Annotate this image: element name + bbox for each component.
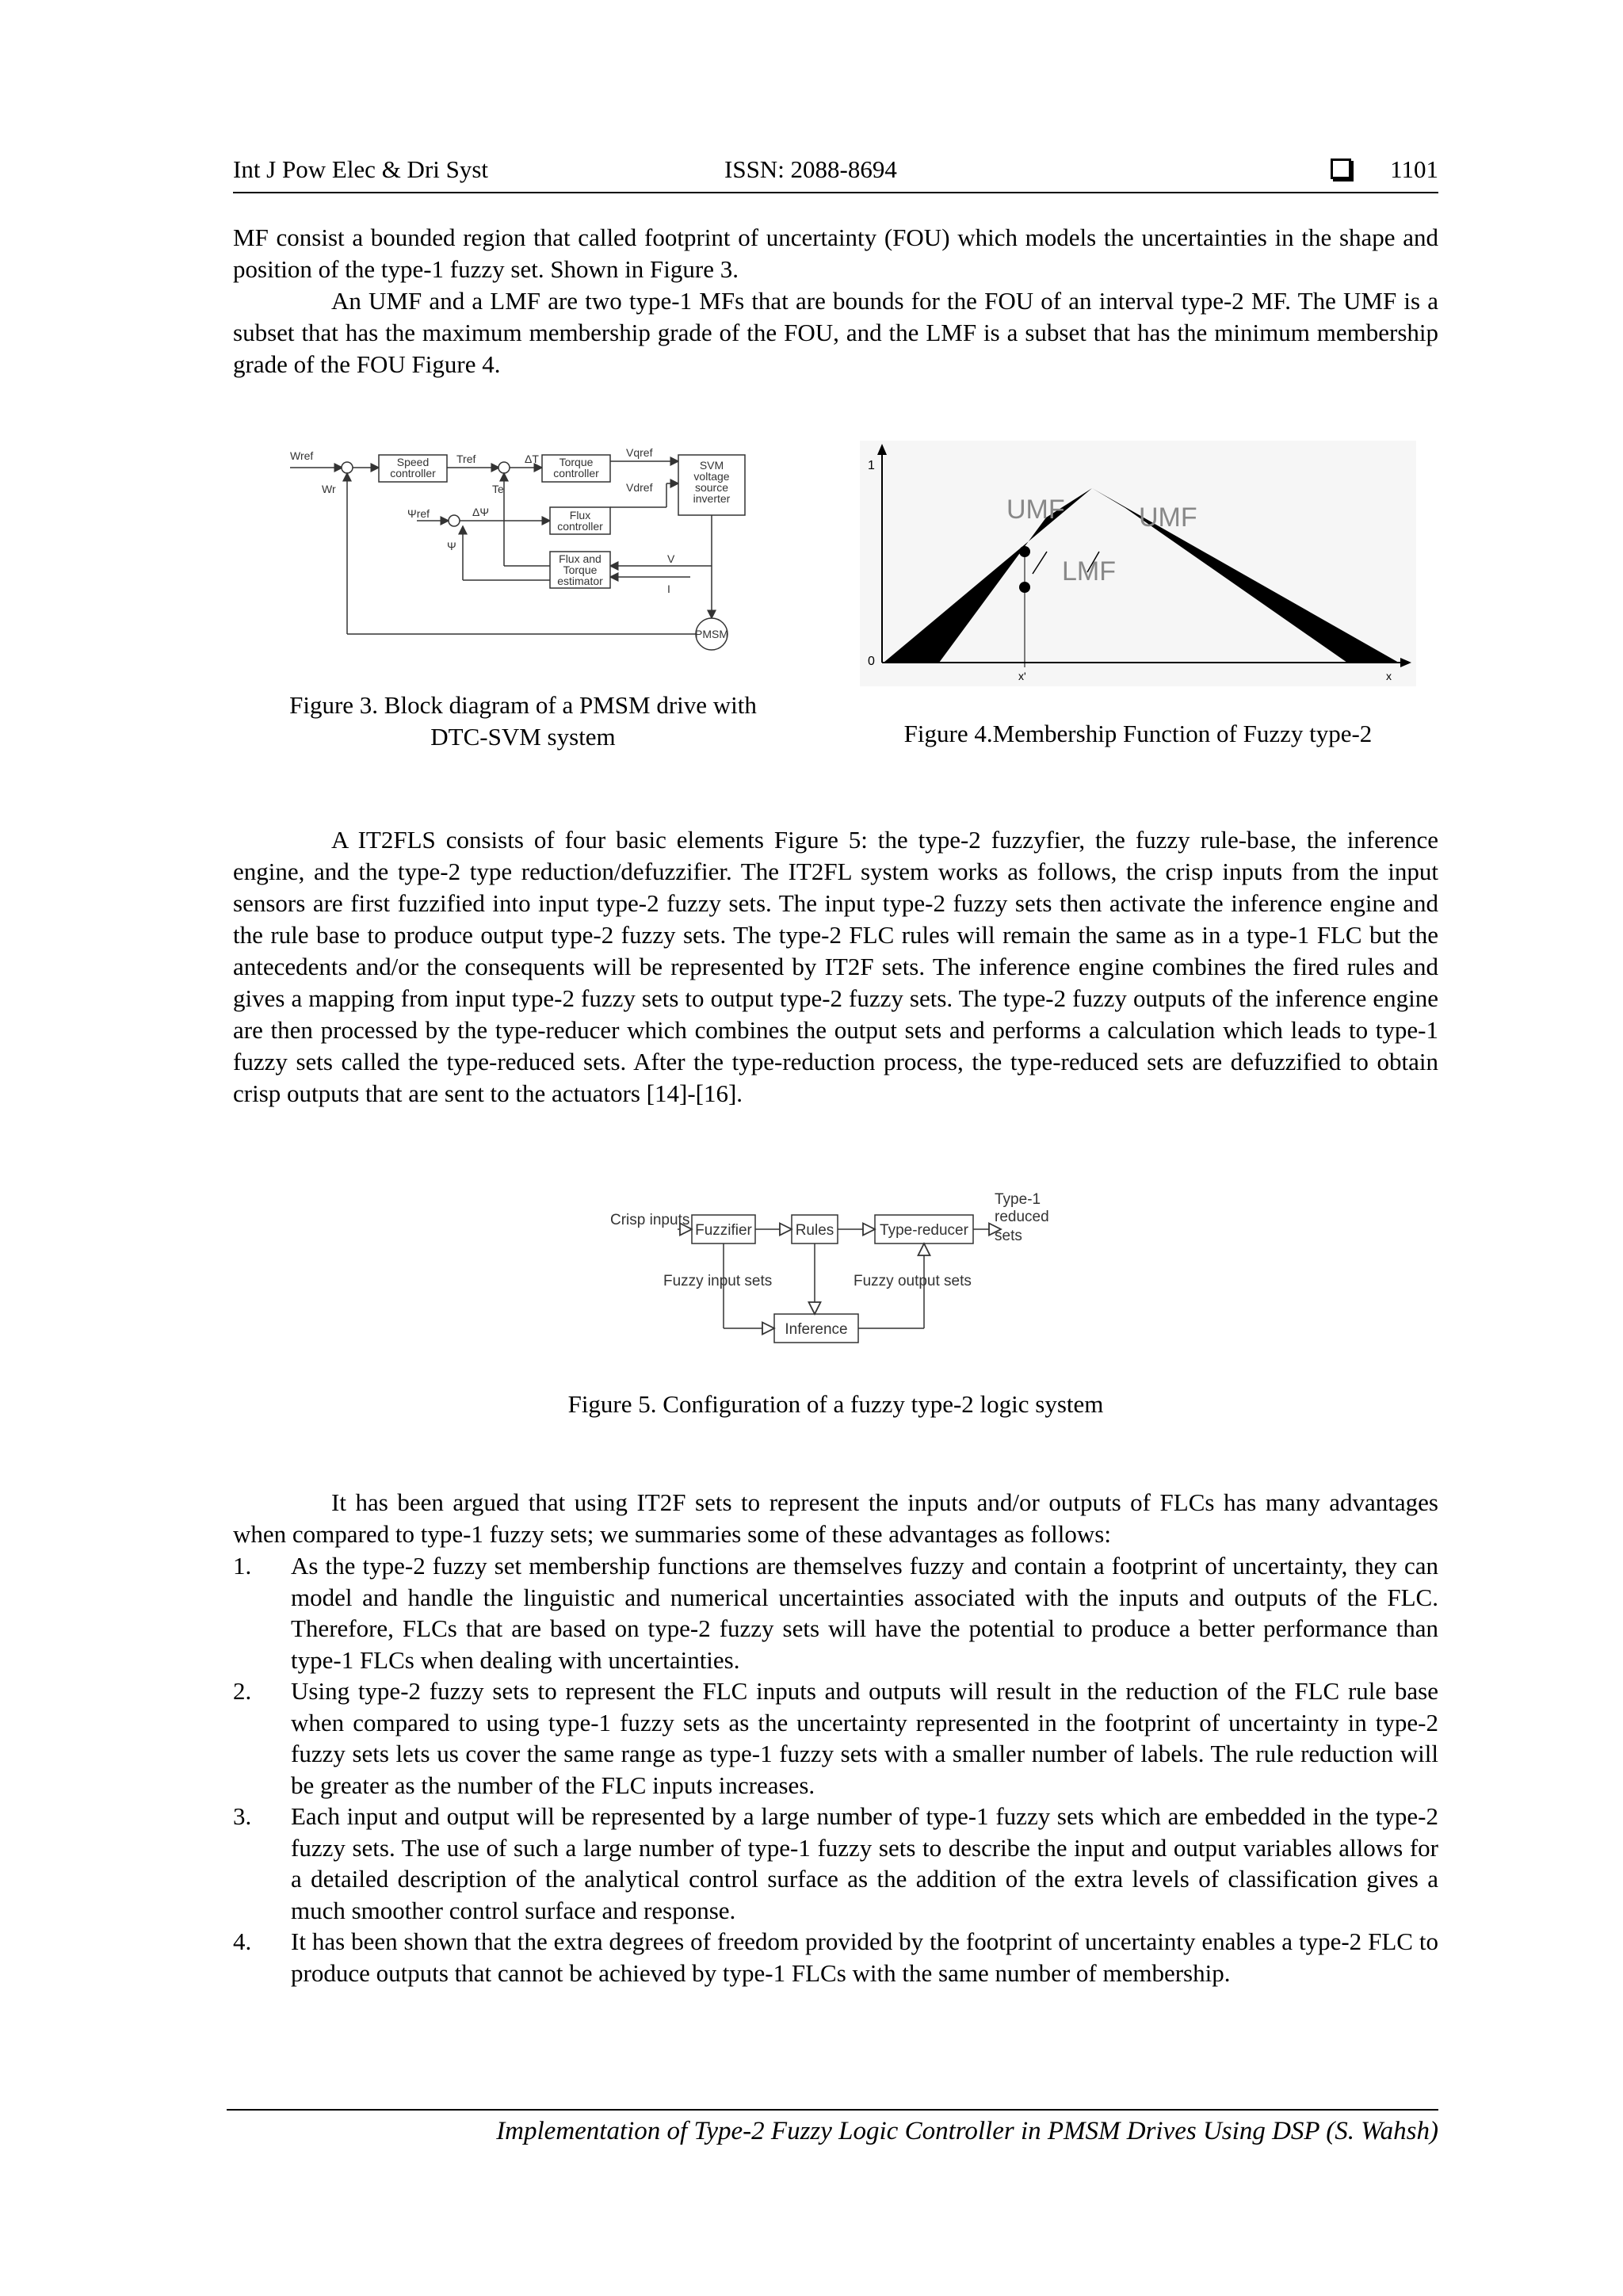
fig3-svm-line4: inverter xyxy=(693,492,731,505)
list-item: 2. Using type-2 fuzzy sets to represent the FLC inputs and outputs will result in the reduction of the FLC rule base when compared to using type-1 fuzzy sets as the uncertainty represented in the footprint of uncertainty in type-2 fuzzy sets lets us cover the same range as type-1 fuzzy sets with a smaller number of labels. The rule reduction will be greater as the number of the FLC inputs increases. xyxy=(233,1677,1438,1799)
fig3-torque-line1: Torque xyxy=(559,456,594,468)
fig3-label-vdref: Vdref xyxy=(626,481,653,494)
figure-5-caption: Figure 5. Configuration of a fuzzy type-2 logic system xyxy=(567,1390,1104,1418)
fig3-svm-line2: voltage xyxy=(693,470,730,483)
fig3-flux-line1: Flux xyxy=(569,509,591,521)
fig3-label-psi: Ψ xyxy=(447,540,456,552)
fig5-fuzzifier: Fuzzifier xyxy=(695,1222,752,1239)
fig4-y-tick-0: 0 xyxy=(868,655,875,668)
fig3-label-wr: Wr xyxy=(322,483,336,495)
figure-4-membership-function xyxy=(860,441,1416,686)
fig3-estimator-line2: Torque xyxy=(563,563,598,576)
fig3-pmsm-label: PMSM xyxy=(695,628,728,640)
fig3-label-tref: Tref xyxy=(456,453,476,465)
paragraph-fou: MF consist a bounded region that called footprint of uncertainty (FOU) which models the uncertainties in the shape and position of the type-1 fuzzy set. Shown in Figure 3. xyxy=(233,223,1438,283)
fig3-flux-line2: controller xyxy=(557,520,603,533)
footer-text: Implementation of Type-2 Fuzzy Logic Controller in PMSM Drives Using DSP (S. Wahsh) xyxy=(496,2117,1438,2145)
fig3-label-i: I xyxy=(667,583,670,595)
fig4-x-axis-label: x xyxy=(1386,670,1392,682)
fig5-inference: Inference xyxy=(785,1321,848,1338)
fig4-label-umf-left: UMF xyxy=(1006,495,1065,525)
fig3-label-delta-psi: ΔΨ xyxy=(472,506,490,518)
running-header xyxy=(233,152,1438,193)
fig3-label-te: Te xyxy=(492,483,504,495)
fig4-label-umf-right: UMF xyxy=(1139,502,1197,533)
fig4-label-lmf: LMF xyxy=(1062,556,1116,586)
fig5-fuzzy-input-sets: Fuzzy input sets xyxy=(663,1273,773,1289)
fig5-type-reducer: Type-reducer xyxy=(880,1222,968,1239)
fig3-svm-line3: source xyxy=(694,481,729,494)
fig5-output-line3: sets xyxy=(995,1228,1022,1244)
fig5-output-line2: reduced xyxy=(995,1209,1049,1225)
paragraph-advantages-intro: It has been argued that using IT2F sets to represent the inputs and/or outputs of FLCs has many advantages when compared to type-1 fuzzy sets; we summaries some of these advantages as follows: xyxy=(233,1488,1438,1548)
fig3-label-wref: Wref xyxy=(290,449,314,462)
square-bullet-icon xyxy=(1331,159,1351,179)
figure-3-caption: Figure 3. Block diagram of a PMSM drive with DTC-SVM system xyxy=(289,691,757,751)
figure-4-caption: Figure 4.Membership Function of Fuzzy type-2 xyxy=(903,720,1373,747)
paragraph-umf-lmf: An UMF and a LMF are two type-1 MFs that are bounds for the FOU of an interval type-2 MF. The UMF is a subset that has the maximum membership grade of the FOU, and the LMF is a subset that has the minimum membership grade of the FOU Figure 4. xyxy=(233,287,1438,378)
fig3-estimator-line3: estimator xyxy=(557,575,603,587)
journal-name: Int J Pow Elec & Dri Syst xyxy=(233,155,489,183)
fig3-torque-line2: controller xyxy=(553,467,599,479)
list-item: 1. As the type-2 fuzzy set membership functions are themselves fuzzy and contain a footprint of uncertainty, they can model and handle the linguistic and numerical uncertainties associated with the inputs and outputs of the FLC. Therefore, FLCs that are based on type-2 fuzzy sets will have the potential to produce a better performance than type-1 FLCs when dealing with uncertainties. xyxy=(233,1552,1438,1674)
figure-5-fuzzy-system-diagram xyxy=(598,1185,1058,1355)
fig3-speed-line2: controller xyxy=(390,467,436,479)
fig3-label-psi-ref: Ψref xyxy=(407,507,430,520)
page-number: 1101 xyxy=(1390,155,1438,183)
advantages-list xyxy=(233,1550,1438,1988)
fig4-x-prime: x' xyxy=(1018,670,1026,682)
list-item: 3. Each input and output will be represented by a large number of type-1 fuzzy sets which are embedded in the type-2 fuzzy sets. The use of such a large number of type-1 fuzzy sets to describe the input and output variables allows for a detailed description of the analytical control surface as the addition of the extra levels of classification gives a much smoother control surface and response. xyxy=(233,1802,1438,1924)
figure-3-block-diagram xyxy=(290,444,758,666)
fig5-crisp-inputs: Crisp inputs xyxy=(610,1212,690,1228)
fig3-label-v: V xyxy=(667,552,675,565)
fig3-label-vqref: Vqref xyxy=(626,446,653,459)
fig3-svm-line1: SVM xyxy=(699,459,724,472)
fig3-estimator-line1: Flux and xyxy=(559,552,601,565)
fig4-y-tick-1: 1 xyxy=(868,459,875,472)
fig5-output-line1: Type-1 xyxy=(995,1191,1041,1208)
fig3-label-delta-t: ΔT xyxy=(525,453,539,465)
fig3-speed-line1: Speed xyxy=(396,456,430,468)
fig5-rules: Rules xyxy=(795,1222,834,1239)
running-footer xyxy=(227,2109,1438,2146)
paragraph-it2fls: A IT2FLS consists of four basic elements Figure 5: the type-2 fuzzyfier, the fuzzy rule-base, the inference engine, and the type-2 type reduction/defuzzifier. The IT2FL system works as follows, the crisp inputs from the input sensors are first fuzzified into input type-2 fuzzy sets. The input type-2 fuzzy sets then activate the inference engine and the rule base to produce output type-2 fuzzy sets. The type-2 FLC rules will remain the same as in a type-1 FLC but the antecedents and/or the consequents will be represented by IT2F sets. The inference engine combines the fired rules and gives a mapping from input type-2 fuzzy sets to output type-2 fuzzy sets. The type-2 fuzzy outputs of the inference engine are then processed by the type-reducer which combines the output sets and performs a calculation which leads to type-1 fuzzy sets called the type-reduced sets. After the type-reduction process, the type-reduced sets are defuzzified to obtain crisp outputs that are sent to the actuators [14]-[16]. xyxy=(233,826,1438,1107)
list-item: 4. It has been shown that the extra degrees of freedom provided by the footprint of uncertainty enables a type-2 FLC to produce outputs that cannot be achieved by type-1 FLCs with the same number of membership. xyxy=(233,1927,1438,1987)
issn: ISSN: 2088-8694 xyxy=(724,155,897,183)
fig5-fuzzy-output-sets: Fuzzy output sets xyxy=(854,1273,972,1289)
